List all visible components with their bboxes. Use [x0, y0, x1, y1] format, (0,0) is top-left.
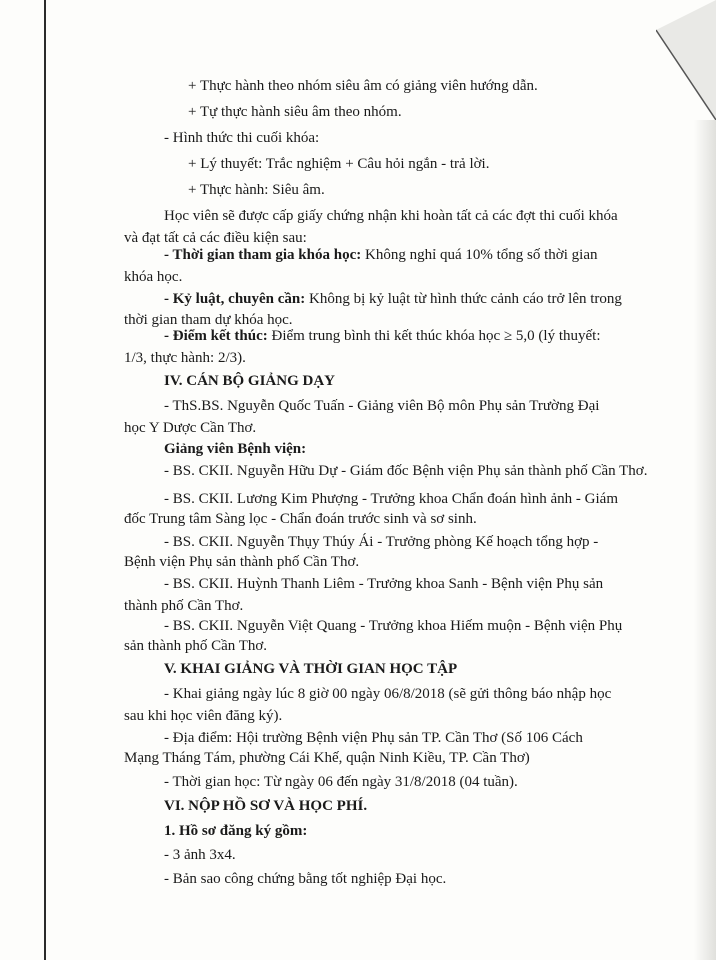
text-line: - BS. CKII. Huỳnh Thanh Liêm - Trưởng khoa Sanh - Bệnh viện Phụ sản [164, 576, 604, 592]
text-line: - BS. CKII. Nguyễn Thụy Thúy Ái - Trưởng phòng Kế hoạch tổng hợp - [164, 534, 599, 550]
text-line: - Thời gian học: Từ ngày 06 đến ngày 31/8/2018 (04 tuần). [164, 774, 518, 790]
text-line: đốc Trung tâm Sàng lọc - Chẩn đoán trước sinh và sơ sinh. [124, 511, 477, 527]
condition-final-score [164, 327, 601, 345]
text-line: - Bản sao công chứng bằng tốt nghiệp Đại học. [164, 871, 447, 887]
page-shadow [694, 120, 716, 960]
text-line: Học viên sẽ được cấp giấy chứng nhận khi hoàn tất cả các đợt thi cuối khóa [164, 208, 618, 224]
text-line: khóa học. [124, 269, 183, 285]
text-line: - Địa điểm: Hội trường Bệnh viện Phụ sản TP. Cần Thơ (Số 106 Cách [164, 730, 583, 746]
text-line: thành phố Cần Thơ. [124, 598, 244, 614]
text-line: + Thực hành: Siêu âm. [188, 182, 325, 198]
text-line: - Khai giảng ngày lúc 8 giờ 00 ngày 06/8/2018 (sẽ gửi thông báo nhập học [164, 686, 612, 702]
text-line: Bệnh viện Phụ sản thành phố Cần Thơ. [124, 554, 360, 570]
text-line: - BS. CKII. Nguyễn Việt Quang - Trưởng khoa Hiếm muộn - Bệnh viện Phụ [164, 618, 623, 634]
condition-text: Không nghỉ quá 10% tổng số thời gian [361, 247, 598, 263]
condition-text: Điểm trung bình thi kết thúc khóa học ≥ 5,0 (lý thuyết: [267, 328, 601, 344]
text-line: 1/3, thực hành: 2/3). [124, 350, 246, 366]
text-line: + Thực hành theo nhóm siêu âm có giảng viên hướng dẫn. [188, 78, 538, 94]
text-line: - ThS.BS. Nguyễn Quốc Tuấn - Giảng viên Bộ môn Phụ sản Trường Đại [164, 398, 600, 414]
text-line: - BS. CKII. Lương Kim Phượng - Trưởng khoa Chẩn đoán hình ảnh - Giám [164, 491, 619, 507]
text-line: - 3 ảnh 3x4. [164, 847, 236, 863]
subheading-hospital-lecturers: Giảng viên Bệnh viện: [164, 441, 307, 457]
text-line: sản thành phố Cần Thơ. [124, 638, 268, 654]
condition-discipline [164, 290, 622, 308]
text-line: và đạt tất cả các điều kiện sau: [124, 230, 307, 246]
page-corner-fold [656, 0, 716, 120]
binding-edge-line [44, 0, 46, 960]
condition-label: - Kỷ luật, chuyên cần: [164, 291, 306, 307]
subheading-registration: 1. Hồ sơ đăng ký gồm: [164, 823, 308, 839]
section-heading-vi: VI. NỘP HỒ SƠ VÀ HỌC PHÍ. [164, 798, 368, 814]
text-line: Mạng Tháng Tám, phường Cái Khế, quận Ninh Kiều, TP. Cần Thơ) [124, 750, 530, 766]
condition-attendance [164, 246, 597, 264]
text-line: + Lý thuyết: Trắc nghiệm + Câu hỏi ngắn - trả lời. [188, 156, 490, 172]
text-line: - Hình thức thi cuối khóa: [164, 130, 320, 146]
condition-text: Không bị kỷ luật từ hình thức cảnh cáo trở lên trong [305, 291, 622, 307]
text-line: sau khi học viên đăng ký). [124, 708, 283, 724]
section-heading-v: V. KHAI GIẢNG VÀ THỜI GIAN HỌC TẬP [164, 661, 458, 677]
text-line: thời gian tham dự khóa học. [124, 312, 293, 328]
condition-label: - Thời gian tham gia khóa học: [164, 247, 362, 263]
text-line: - BS. CKII. Nguyễn Hữu Dự - Giám đốc Bệnh viện Phụ sản thành phố Cần Thơ. [164, 463, 648, 479]
condition-label: - Điểm kết thúc: [164, 328, 268, 344]
text-line: học Y Dược Cần Thơ. [124, 420, 257, 436]
text-line: + Tự thực hành siêu âm theo nhóm. [188, 104, 402, 120]
section-heading-iv: IV. CÁN BỘ GIẢNG DẠY [164, 373, 335, 389]
